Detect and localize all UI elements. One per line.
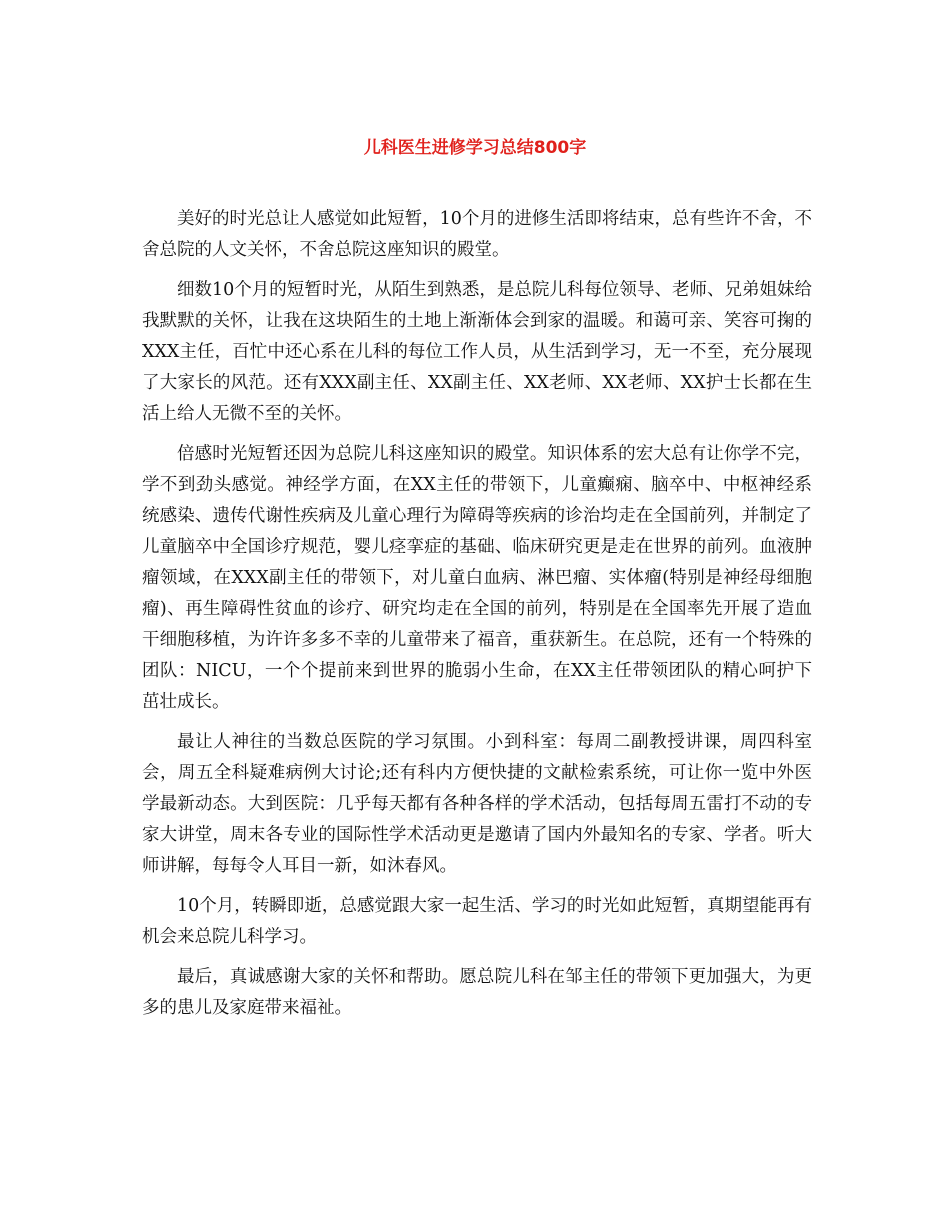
- paragraph: 美好的时光总让人感觉如此短暂，10个月的进修生活即将结束，总有些许不舍，不舍总院的人文关怀，不舍总院这座知识的殿堂。: [142, 209, 812, 260]
- document-title: 儿科医生进修学习总结800字: [363, 138, 587, 158]
- paragraph: 倍感时光短暂还因为总院儿科这座知识的殿堂。知识体系的宏大总有让你学不完，学不到劲头感觉。神经学方面，在XX主任的带领下，儿童癫痫、脑卒中、中枢神经系统感染、遗传代谢性疾病及儿童心理行为障碍等疾病的诊治均走在全国前列，并制定了儿童脑卒中全国诊疗规范，婴儿痉挛症的基础、临床研究更是走在世界的前列。血液肿瘤领域，在XXX副主任的带领下，对儿童白血病、淋巴瘤、实体瘤(特别是神经母细胞瘤)、再生障碍性贫血的诊疗、研究均走在全国的前列，特别是在全国率先开展了造血干细胞移植，为许许多多不幸的儿童带来了福音，重获新生。在总院，还有一个特殊的团队：NICU，一个个提前来到世界的脆弱小生命，在XX主任带领团队的精心呵护下茁壮成长。: [142, 444, 812, 712]
- paragraph: 最后，真诚感谢大家的关怀和帮助。愿总院儿科在邹主任的带领下更加强大，为更多的患儿及家庭带来福祉。: [142, 967, 812, 1018]
- paragraph: 细数10个月的短暂时光，从陌生到熟悉，是总院儿科每位领导、老师、兄弟姐妹给我默默的关怀，让我在这块陌生的土地上渐渐体会到家的温暖。和蔼可亲、笑容可掬的XXX主任，百忙中还心系在儿科的每位工作人员，从生活到学习，无一不至，充分展现了大家长的风范。还有XXX副主任、XX副主任、XX老师、XX老师、XX护士长都在生活上给人无微不至的关怀。: [142, 280, 812, 424]
- paragraph: 10个月，转瞬即逝，总感觉跟大家一起生活、学习的时光如此短暂，真期望能再有机会来总院儿科学习。: [142, 896, 812, 947]
- document-body: [142, 204, 812, 1033]
- paragraph: 最让人神往的当数总医院的学习氛围。小到科室：每周二副教授讲课，周四科室会，周五全科疑难病例大讨论;还有科内方便快捷的文献检索系统，可让你一览中外医学最新动态。大到医院：几乎每天都有各种各样的学术活动，包括每周五雷打不动的专家大讲堂，周末各专业的国际性学术活动更是邀请了国内外最知名的专家、学者。听大师讲解，每每令人耳目一新，如沐春风。: [142, 732, 812, 876]
